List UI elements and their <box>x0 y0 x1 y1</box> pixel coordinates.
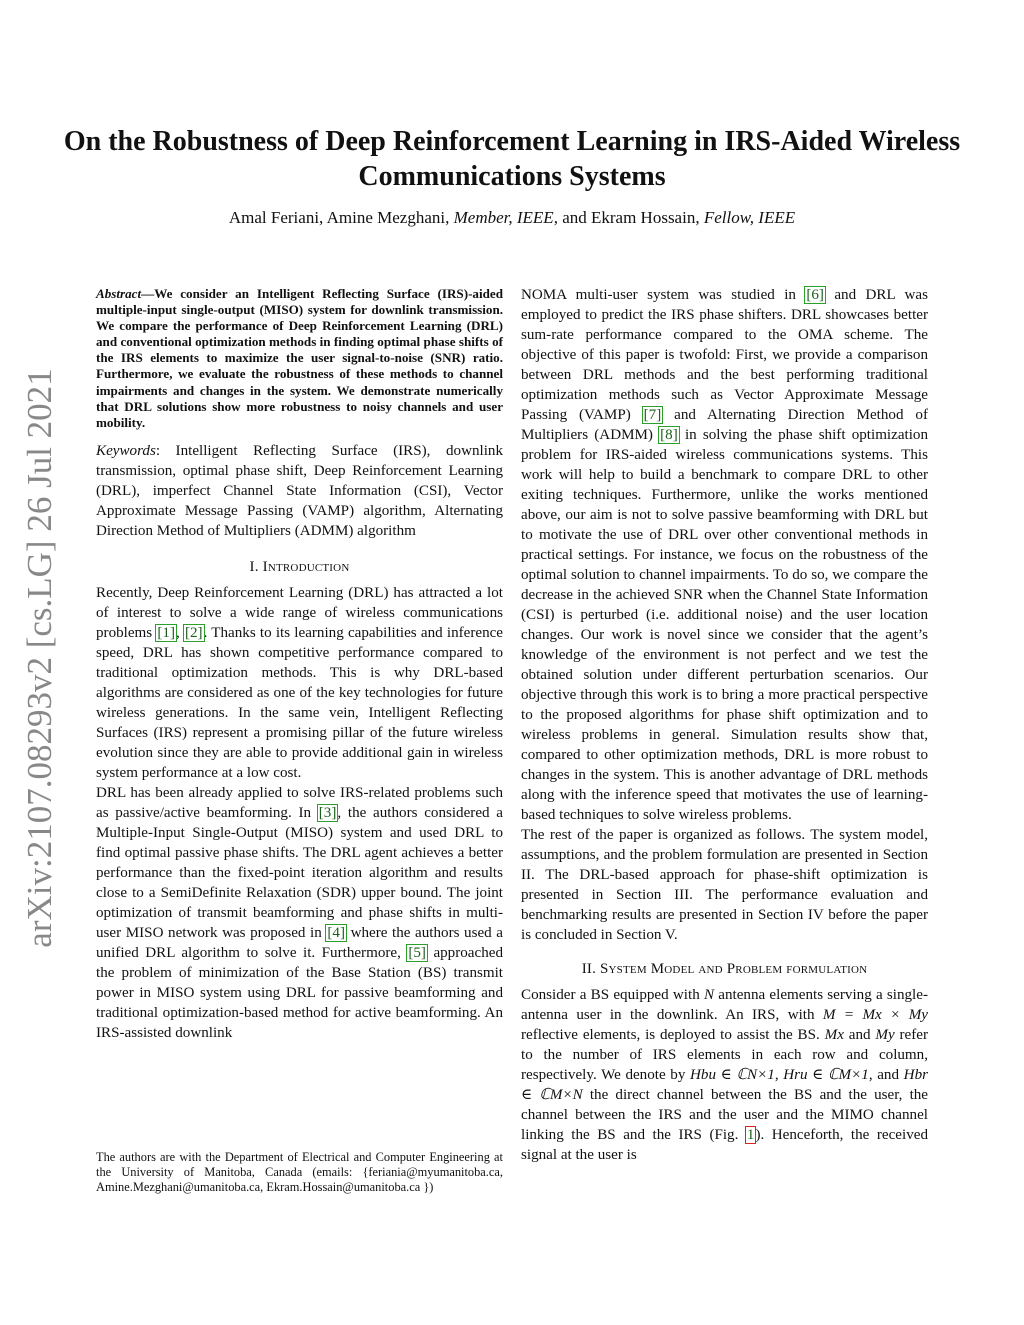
section-heading-system-model: II. System Model and Problem formulation <box>581 961 868 977</box>
intro-paragraph-4: The rest of the paper is organized as follows. The system model, assumptions, and the problem formulation are presented in Section II. The DRL-based approach for phase-shift optimization is presented in Section III. The performance evaluation and benchmarking results are presented in Section IV before the paper is concluded in Section V. <box>521 827 928 943</box>
text-run: the direct channel between the BS and the user, the channel between the IRS and the user and the MIMO channel linking the BS and the IRS (Fig. <box>521 1087 929 1143</box>
abstract <box>96 286 503 431</box>
citation-link[interactable]: [5] <box>408 944 426 961</box>
author-line <box>60 207 964 229</box>
author-role-2: Fellow, IEEE <box>703 208 796 227</box>
text-run: . Thanks to its learning capabilities and inference speed, DRL has shown competitive performance compared to traditional optimization methods. This is why DRL-based algorithms are considered as one of the key technologies for future wireless generations. In the same vein, Intelligent Reflecting Surfaces (IRS) represent a promising pillar of the future wireless evolution since they are able to provide additional gain in wireless system performance at a low cost. <box>96 624 504 781</box>
text-run: , <box>774 1067 784 1083</box>
keywords-text: : Intelligent Reflecting Surface (IRS), downlink transmission, optimal phase shift, Deep Reinforcement Learning (DRL), imperfect Channel State Information (CSI), Vector Approximate Message Passing (VAMP) algorithm, Alternating Direction Method of Multipliers (ADMM) algorithm <box>96 442 503 539</box>
text-run: reflective elements, is deployed to assist the BS. <box>521 1027 825 1043</box>
citation-link[interactable]: [7] <box>643 407 662 423</box>
citation-link[interactable]: [1] <box>157 624 175 641</box>
text-run: in solving the phase shift optimization problem for IRS-aided wireless communications systems. This work will help to build a benchmark to compare DRL to other exiting techniques. Furthermore, unlike the works mentioned above, our aim is not to solve passive beamforming with DRL but to motivate the use of DRL over other conventional methods in practical settings. For instance, we focus on the robustness of the optimal solution to channel impairments. To do so, we compare the decrease in the achieved SNR when the Channel State Information (CSI) is perturbed (i.e. additional noise) and the user location changes. Our work is novel since we consider that the agent’s knowledge of the environment is not perfect and we test the obtained solution under different perturbation scenarios. Our objective through this work is to bring a more practical perspective to the proposed algorithms for phase shift optimization and to wireless problems in general. Simulation results show that, compared to other optimization methods, DRL is more robust to changes in the system. This is another advantage of DRL methods along with the inference speed that motivates the use of learning-based techniques to solve wireless problems. <box>521 427 929 823</box>
text-run: Consider a BS equipped with <box>521 987 704 1003</box>
intro-paragraph-1 <box>96 583 503 783</box>
keywords <box>96 441 503 541</box>
text-run: NOMA multi-user system was studied in <box>521 287 806 303</box>
abstract-label: Abstract <box>96 286 142 301</box>
math-expression: Hru ∈ ℂM×1 <box>783 1067 869 1083</box>
right-column <box>521 285 928 1165</box>
abstract-text: —We consider an Intelligent Reflecting Surface (IRS)-aided multiple-input single-output (MISO) system for downlink transmission. We compare the performance of Deep Reinforcement Learning (DRL) and conventional optimization methods in finding optimal phase shifts of the IRS elements to maximize the user signal-to-noise (SNR) ratio. Furthermore, we evaluate the robustness of these methods to channel impairments and changes in the system. We demonstrate numerically that DRL solutions show more robustness to noisy channels and user mobility. <box>96 286 503 430</box>
paper-title: On the Robustness of Deep Reinforcement Learning in IRS-Aided Wireless Communications Systems <box>63 126 961 192</box>
text-run: ). Henceforth, the received signal at the user is <box>521 1127 928 1163</box>
text-run: refer to the number of IRS elements in each row and column, respectively. We denote by <box>521 1027 928 1083</box>
citation-link[interactable]: [3] <box>318 804 337 821</box>
citation-link[interactable]: [4] <box>327 924 345 941</box>
text-run: and Alternating Direction Method of Multipliers (ADMM) <box>521 407 928 443</box>
text-run: , the authors considered a Multiple-Input Single-Output (MISO) system and used DRL to find optimal passive phase shifts. The DRL agent achieves a better performance than the fixed-point iteration algorithm and results close to a SemiDefinite Relaxation (SDR) upper bound. The joint optimization of transmit beamforming and phase shifts in multi-user MISO network was proposed in <box>96 804 503 941</box>
author-role-1: Member, IEEE <box>453 208 554 227</box>
math-symbol: My <box>875 1027 895 1043</box>
text-run: and DRL was employed to predict the IRS phase shifters. DRL showcases better sum-rate performance compared to the OMA scheme. The objective of this paper is twofold: First, we provide a comparison between DRL methods and the best performing traditional optimization methods such as Vector Approximate Message Passing (VAMP) <box>521 287 929 423</box>
authors-part-2: , and Ekram Hossain, <box>553 208 704 227</box>
citation-link[interactable]: [8] <box>660 427 678 443</box>
intro-paragraph-2 <box>96 783 503 1043</box>
arxiv-stamp: arXiv:2107.08293v2 [cs.LG] 26 Jul 2021 <box>20 368 59 948</box>
text-run: , <box>175 624 184 641</box>
text-run: Recently, Deep Reinforcement Learning (DRL) has attracted a lot of interest to solve a wide range of wireless communications problems <box>96 584 503 641</box>
text-run: and <box>843 1027 876 1043</box>
left-column <box>96 286 503 1043</box>
math-expression: Hbu ∈ ℂN×1 <box>690 1067 775 1083</box>
math-expression: M = Mx × My <box>822 1007 928 1023</box>
text-run: where the authors used a unified DRL algorithm to solve it. Furthermore, <box>96 924 503 961</box>
keywords-label: Keywords <box>96 442 156 459</box>
text-run: antenna elements serving a single-antenna user in the downlink. An IRS, with <box>521 987 928 1023</box>
math-symbol: N <box>703 987 715 1003</box>
author-footnote: The authors are with the Department of Electrical and Computer Engineering at the University of Manitoba, Canada (emails: {feriania@myumanitoba.ca, Amine.Mezghani@umanitoba.ca, Ekram.Hossain@umanitoba.ca }) <box>96 1150 503 1194</box>
text-run: , and <box>868 1067 904 1083</box>
math-expression: Hbr ∈ ℂM×N <box>521 1067 928 1103</box>
system-model-paragraph <box>521 985 928 1165</box>
intro-paragraph-3 <box>521 285 928 825</box>
text-run: approached the problem of minimization of the Base Station (BS) transmit power in MISO system using DRL for passive beamforming and traditional optimization-based method for active beamforming. An IRS-assisted downlink <box>96 944 503 1041</box>
figure-link[interactable]: 1 <box>746 1127 755 1143</box>
text-run: DRL has been already applied to solve IRS-related problems such as passive/active beamforming. In <box>96 784 503 821</box>
citation-link[interactable]: [2] <box>184 624 203 641</box>
citation-link[interactable]: [6] <box>806 287 824 303</box>
authors-part-1: Amal Feriani, Amine Mezghani, <box>228 208 454 227</box>
math-symbol: Mx <box>824 1027 844 1043</box>
section-heading-introduction: I. Introduction <box>249 558 350 575</box>
